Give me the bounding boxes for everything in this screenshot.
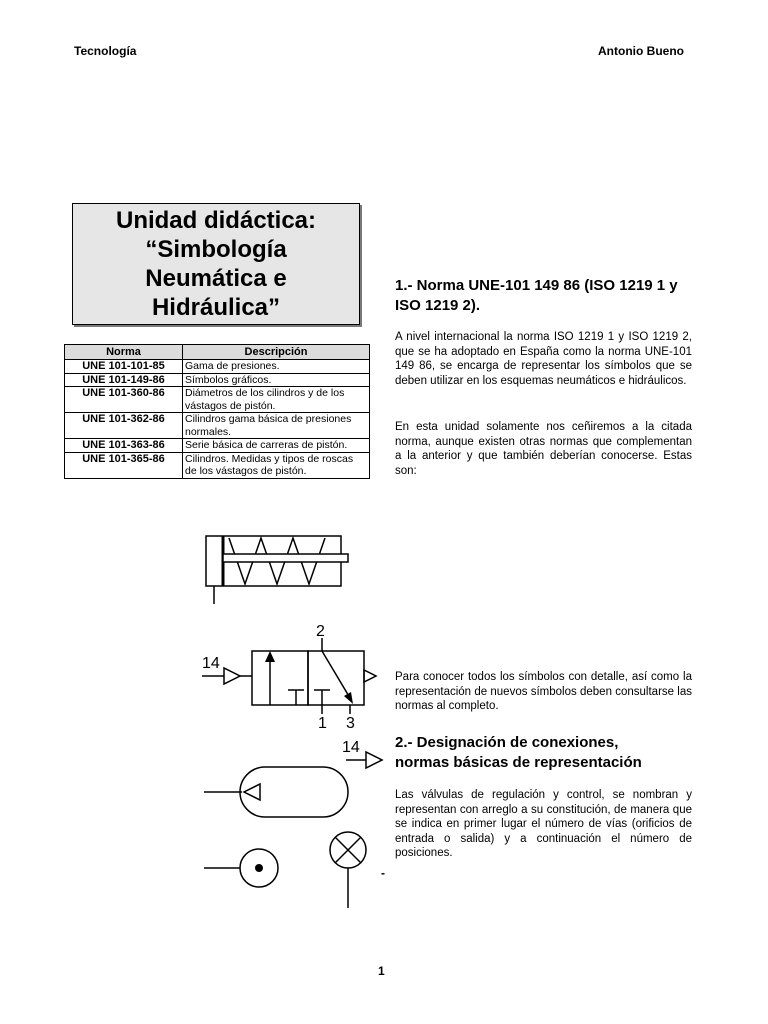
reservoir-body [240, 767, 348, 817]
table-header-descripcion: Descripción [183, 345, 370, 360]
header-left: Tecnología [74, 44, 137, 58]
reservoir-arrow-icon [244, 784, 260, 800]
cylinder-spring-symbol [196, 530, 356, 606]
table-cell-code: UNE 101-365-86 [65, 452, 183, 478]
valve-left-box [252, 651, 308, 705]
table-row [65, 373, 370, 387]
section1-paragraph-2: En esta unidad solamente nos ceñiremos a la citada norma, aunque existen otras normas que complementan a la anterior y que también deberían conocerse. Estas son: [395, 421, 692, 477]
norms-table [64, 344, 370, 479]
table-cell-code: UNE 101-362-86 [65, 413, 183, 439]
title-line-2: “Simbología [145, 236, 287, 263]
section1-heading: 1.- Norma UNE-101 149 86 (ISO 1219 1 y ISO 1219 2). [395, 277, 678, 314]
source-dot-icon [255, 864, 263, 872]
table-cell-desc: Cilindros gama básica de presiones normales. [183, 413, 370, 439]
reservoir-symbol [200, 764, 355, 824]
table-cell-desc: Diámetros de los cilindros y de los vástagos de pistón. [183, 387, 370, 413]
section2-paragraph-1: Las válvulas de regulación y control, se nombran y representan con arreglo a su constitución, de manera que se indica en primer lugar el número de vías (orificios de entrada o salida) y a continuación el número de posiciones. [395, 789, 692, 859]
table-cell-code: UNE 101-363-86 [65, 439, 183, 453]
table-cell-desc: Serie básica de carreras de pistón. [183, 439, 370, 453]
stray-mark: - [381, 866, 385, 880]
table-cell-code: UNE 101-101-85 [65, 360, 183, 374]
valve-right-box [308, 651, 364, 705]
table-header-norma: Norma [65, 345, 183, 360]
valve-3-2-symbol [196, 618, 386, 734]
table-cell-code: UNE 101-149-86 [65, 373, 183, 387]
title-box [72, 203, 360, 325]
flow-arrow-diagonal-icon [344, 692, 353, 704]
table-cell-desc: Símbolos gráficos. [183, 373, 370, 387]
table-row [65, 452, 370, 478]
valve-pilot-label: 14 [202, 655, 220, 672]
valve-port-2-label: 2 [316, 623, 325, 640]
title-line-1: Unidad didáctica: [115, 207, 317, 234]
section1-paragraph-1: A nivel internacional la norma ISO 1219 1 y ISO 1219 2, que se ha adoptado en España como la norma UNE-101 149 86, se encarga de representar los símbolos que se deben utilizar en los esquemas neumáticos e hidráulicos. [395, 331, 692, 387]
section2-heading-line-1: 2.- Designación de conexiones, [395, 734, 619, 751]
page-number: 1 [378, 964, 385, 978]
title-line-4: Hidráulica” [151, 294, 281, 321]
indicator-lamp-symbol [326, 828, 372, 910]
valve-port-3-label: 3 [346, 715, 355, 732]
title-line-3: Neumática e [145, 265, 287, 292]
table-cell-desc: Cilindros. Medidas y tipos de roscas de los vástagos de pistón. [183, 452, 370, 478]
pilot-arrow-icon [224, 668, 240, 684]
table-row [65, 360, 370, 374]
table-row [65, 439, 370, 453]
section2-heading-line-2: normas básicas de representación [395, 754, 642, 771]
table-row [65, 387, 370, 413]
flow-line-diagonal [322, 651, 350, 698]
table-cell-code: UNE 101-360-86 [65, 387, 183, 413]
header-right: Antonio Bueno [598, 44, 684, 58]
valve-port-1-label: 1 [318, 715, 327, 732]
table-row [65, 413, 370, 439]
section1-paragraph-3: Para conocer todos los símbolos con detalle, así como la representación de nuevos símbolos deben consultarse las normas al completo. [395, 671, 692, 712]
pilot-symbol-arrow-icon [366, 752, 382, 768]
pilot-symbol-label: 14 [342, 739, 360, 756]
pressure-source-symbol [200, 846, 280, 896]
table-header-row [65, 345, 370, 360]
piston-rod [223, 554, 348, 562]
section2-heading [395, 733, 700, 773]
flow-arrow-up-icon [265, 651, 275, 662]
table-cell-desc: Gama de presiones. [183, 360, 370, 374]
valve-return-arrow-icon [364, 670, 376, 682]
